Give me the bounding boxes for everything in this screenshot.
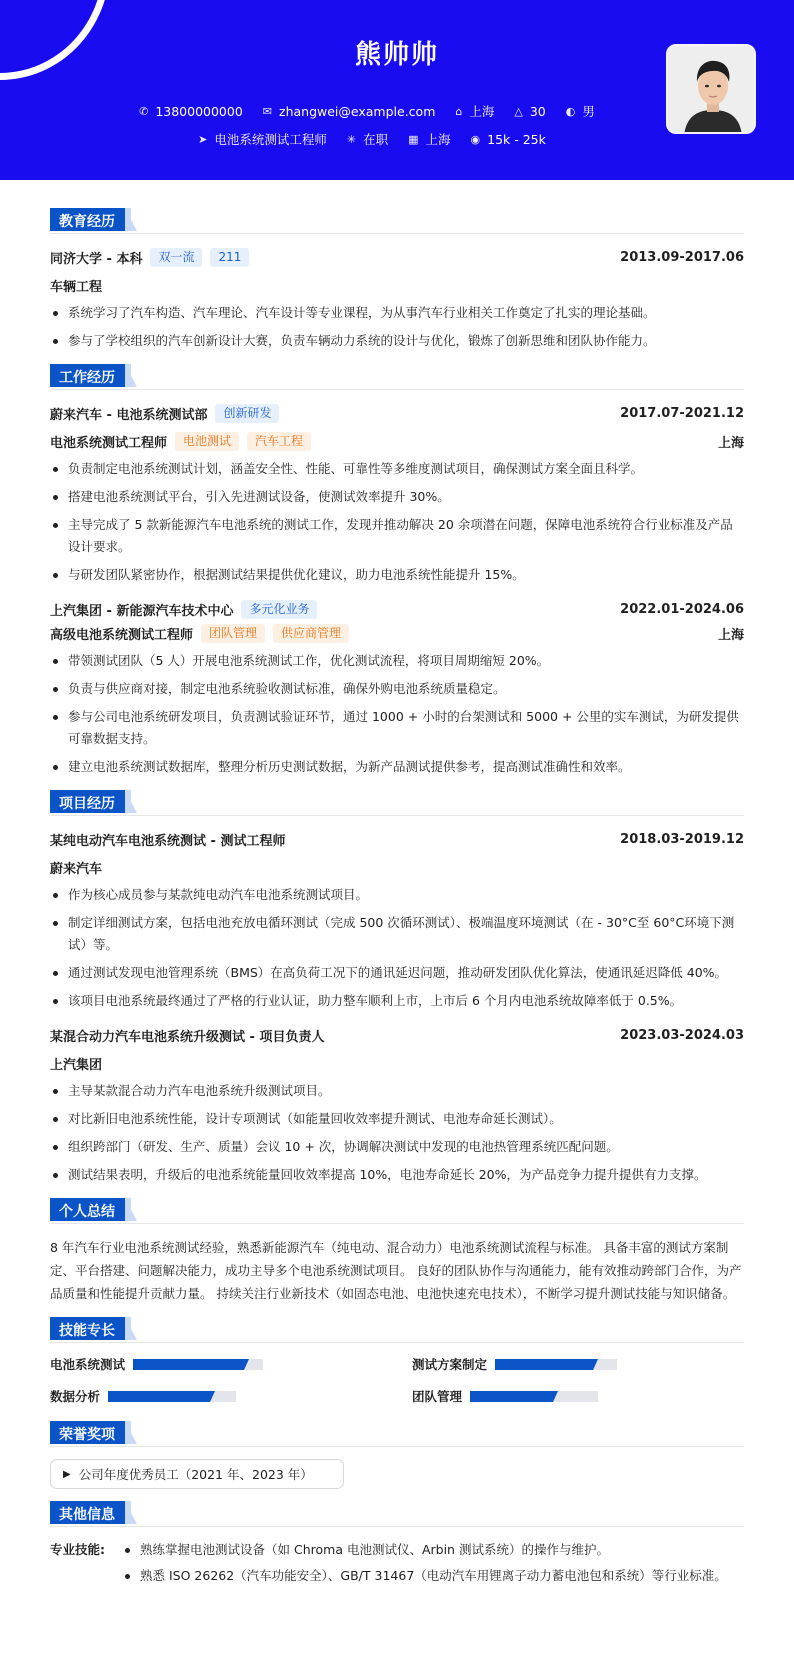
role-tag: 电池测试 <box>175 432 239 451</box>
list-item: 主导某款混合动力汽车电池系统升级测试项目。 <box>50 1080 744 1102</box>
education-period: 2013.09-2017.06 <box>620 249 744 265</box>
section-header <box>50 1317 744 1343</box>
salary-value: 15k - 25k <box>487 131 546 147</box>
phone-icon: ✆ <box>139 104 149 118</box>
skill-bar <box>470 1391 598 1402</box>
section-header <box>50 364 744 390</box>
section-title: 技能专长 <box>50 1317 125 1340</box>
other-label: 专业技能: <box>50 1542 105 1557</box>
section-title: 其他信息 <box>50 1501 125 1524</box>
work-entry <box>50 402 744 424</box>
company-name: 上汽集团 - 新能源汽车技术中心 <box>50 603 234 619</box>
list-item: 通过测试发现电池管理系统（BMS）在高负荷工况下的通讯延迟问题，推动研发团队优化算法，使通讯延迟降低 40%。 <box>50 962 744 984</box>
skill-bar-fill <box>133 1359 244 1370</box>
section-title: 项目经历 <box>50 790 125 813</box>
list-item: 建立电池系统测试数据库，整理分析历史测试数据，为新产品测试提供参考，提高测试准确性和效率。 <box>50 756 744 778</box>
projects-section <box>50 790 744 1186</box>
skills-grid <box>50 1355 744 1405</box>
city-item <box>408 130 450 148</box>
education-section <box>50 208 744 352</box>
email-value: zhangwei@example.com <box>279 103 436 119</box>
skill-name: 团队管理 <box>412 1389 463 1404</box>
skill-item <box>50 1387 382 1405</box>
status-icon: ✳ <box>346 132 357 146</box>
skill-name: 测试方案制定 <box>412 1357 488 1372</box>
school-tag: 双一流 <box>150 248 202 267</box>
resume-body <box>0 180 794 1591</box>
list-item: 熟练掌握电池测试设备（如 Chroma 电池测试仪、Arbin 测试系统）的操作与维护。 <box>122 1539 727 1561</box>
award-text: 公司年度优秀员工（2021 年、2023 年） <box>78 1467 313 1482</box>
skill-item <box>412 1355 744 1373</box>
list-item: 参与了学校组织的汽车创新设计大赛，负责车辆动力系统的设计与优化，锻炼了创新思维和团队协作能力。 <box>50 330 744 352</box>
list-item: 与研发团队紧密协作，根据测试结果提供优化建议，助力电池系统性能提升 15%。 <box>50 564 744 586</box>
expand-triangle-icon: ▶ <box>63 1468 71 1480</box>
location-value: 上海 <box>469 104 495 119</box>
section-header <box>50 790 744 816</box>
list-item: 主导完成了 5 款新能源汽车电池系统的测试工作，发现并推动解决 20 余项潜在问题，保障电池系统符合行业标准及产品设计要求。 <box>50 514 744 558</box>
school-tag: 211 <box>210 248 249 267</box>
section-title: 个人总结 <box>50 1198 125 1221</box>
other-info <box>50 1539 744 1591</box>
other-bullets <box>122 1539 727 1591</box>
list-item: 该项目电池系统最终通过了严格的行业认证，助力整车顺利上市，上市后 6 个月内电池系统故障率低于 0.5%。 <box>50 990 744 1012</box>
section-header <box>50 1501 744 1527</box>
major-name: 车辆工程 <box>50 279 103 295</box>
status-item <box>347 130 388 148</box>
list-item: 带领测试团队（5 人）开展电池系统测试工作，优化测试流程，将项目周期缩短 20%。 <box>50 650 744 672</box>
section-header <box>50 1198 744 1224</box>
company-name: 蔚来汽车 - 电池系统测试部 <box>50 407 208 423</box>
section-header <box>50 208 744 234</box>
email-item <box>263 102 436 120</box>
list-item: 系统学习了汽车构造、汽车理论、汽车设计等专业课程，为从事汽车行业相关工作奠定了扎实的理论基础。 <box>50 302 744 324</box>
resume-header <box>0 0 794 180</box>
role-row <box>50 622 744 644</box>
education-bullets <box>50 302 744 352</box>
other-section <box>50 1501 744 1591</box>
list-item: 搭建电池系统测试平台，引入先进测试设备，使测试效率提升 30%。 <box>50 486 744 508</box>
skill-bar <box>133 1359 263 1370</box>
list-item: 参与公司电池系统研发项目，负责测试验证环节，通过 1000 + 小时的台架测试和 5000 + 公里的实车测试，为研发提供可靠数据支持。 <box>50 706 744 750</box>
phone-value: 13800000000 <box>155 103 243 119</box>
role-tag: 供应商管理 <box>273 624 349 643</box>
skill-bar-fill <box>470 1391 553 1402</box>
age-value: 30 <box>529 103 546 119</box>
work-section <box>50 364 744 778</box>
send-icon: ➤ <box>198 132 208 146</box>
project-period: 2018.03-2019.12 <box>620 831 744 847</box>
list-item: 负责制定电池系统测试计划，涵盖安全性、性能、可靠性等多维度测试项目，确保测试方案全面且科学。 <box>50 458 744 480</box>
position-value: 电池系统测试工程师 <box>214 132 327 147</box>
work-city: 上海 <box>717 627 744 643</box>
skill-bar <box>108 1391 236 1402</box>
gender-value: 男 <box>582 104 595 119</box>
work-city: 上海 <box>717 435 744 451</box>
work-bullets <box>50 458 744 586</box>
list-item: 熟悉 ISO 26262（汽车功能安全）、GB/T 31467（电动汽车用锂离子动力蓄电池包和系统）等行业标准。 <box>122 1565 727 1587</box>
section-title: 荣誉奖项 <box>50 1421 125 1444</box>
project-org: 上汽集团 <box>50 1057 103 1073</box>
project-entry <box>50 828 744 850</box>
list-item: 组织跨部门（研发、生产、质量）会议 10 + 次，协调解决测试中发现的电池热管理系统匹配问题。 <box>50 1136 744 1158</box>
role-row <box>50 430 744 452</box>
home-icon: ⌂ <box>455 104 463 118</box>
section-title: 工作经历 <box>50 364 125 387</box>
list-item: 制定详细测试方案，包括电池充放电循环测试（完成 500 次循环测试）、极端温度环境测试（在 - 30°C至 60°C环境下测试）等。 <box>50 912 744 956</box>
role-tag: 汽车工程 <box>247 432 311 451</box>
project-bullets <box>50 884 744 1012</box>
phone-item <box>139 102 243 120</box>
work-bullets <box>50 650 744 778</box>
list-item: 负责与供应商对接，制定电池系统验收测试标准，确保外购电池系统质量稳定。 <box>50 678 744 700</box>
city-value: 上海 <box>425 132 451 147</box>
building-icon: ▦ <box>408 132 419 146</box>
work-period: 2017.07-2021.12 <box>620 405 744 421</box>
role-name: 高级电池系统测试工程师 <box>50 627 194 643</box>
summary-section <box>50 1198 744 1305</box>
gender-item <box>566 102 595 120</box>
money-icon: ◉ <box>470 132 481 146</box>
summary-text: 8 年汽车行业电池系统测试经验，熟悉新能源汽车（纯电动、混合动力）电池系统测试流程与标准。 具备丰富的测试方案制定、平台搭建、问题解决能力，成功主导多个电池系统测试项目。 良好的团队协作与沟通能力，能有效推动跨部门合作，为产品质量和性能提升贡献力量。 持续关注行业新技术（如固态电池、电池快速充电技术），不断学习提升测试技能与知识储备。 <box>50 1240 742 1301</box>
project-entry <box>50 1024 744 1046</box>
project-title: 某混合动力汽车电池系统升级测试 - 项目负责人 <box>50 1029 325 1045</box>
section-header <box>50 1421 744 1447</box>
project-period: 2023.03-2024.03 <box>620 1027 744 1043</box>
awards-section <box>50 1421 744 1489</box>
skill-bar-fill <box>108 1391 210 1402</box>
section-title: 教育经历 <box>50 208 125 231</box>
candidate-name: 熊帅帅 <box>354 40 439 70</box>
skills-section <box>50 1317 744 1405</box>
project-bullets <box>50 1080 744 1186</box>
skill-name: 电池系统测试 <box>50 1357 126 1372</box>
profile-photo <box>666 44 756 134</box>
list-item: 测试结果表明，升级后的电池系统能量回收效率提高 10%，电池寿命延长 20%，为产品竞争力提升提供有力支撑。 <box>50 1164 744 1186</box>
school-name: 同济大学 - 本科 <box>50 251 143 267</box>
status-value: 在职 <box>363 132 389 147</box>
age-item <box>514 102 545 120</box>
work-period: 2022.01-2024.06 <box>620 601 744 617</box>
work-entry <box>50 598 744 620</box>
cake-icon: △ <box>514 104 523 118</box>
list-item: 对比新旧电池系统性能，设计专项测试（如能量回收效率提升测试、电池寿命延长测试）。 <box>50 1108 744 1130</box>
skill-item <box>50 1355 382 1373</box>
mail-icon: ✉ <box>262 104 273 118</box>
skill-item <box>412 1387 744 1405</box>
skill-bar-fill <box>495 1359 593 1370</box>
education-entry <box>50 246 744 268</box>
role-name: 电池系统测试工程师 <box>50 435 168 451</box>
gender-icon: ◐ <box>565 104 576 118</box>
award-item[interactable] <box>50 1459 344 1489</box>
company-tag: 创新研发 <box>215 404 279 423</box>
portrait-image <box>668 46 756 134</box>
project-title: 某纯电动汽车电池系统测试 - 测试工程师 <box>50 833 286 849</box>
salary-item <box>471 130 546 148</box>
project-org: 蔚来汽车 <box>50 861 103 877</box>
company-tag: 多元化业务 <box>241 600 317 619</box>
skill-name: 数据分析 <box>50 1389 101 1404</box>
location-item <box>455 102 494 120</box>
position-item <box>198 130 327 148</box>
role-tag: 团队管理 <box>201 624 265 643</box>
list-item: 作为核心成员参与某款纯电动汽车电池系统测试项目。 <box>50 884 744 906</box>
skill-bar <box>495 1359 617 1370</box>
